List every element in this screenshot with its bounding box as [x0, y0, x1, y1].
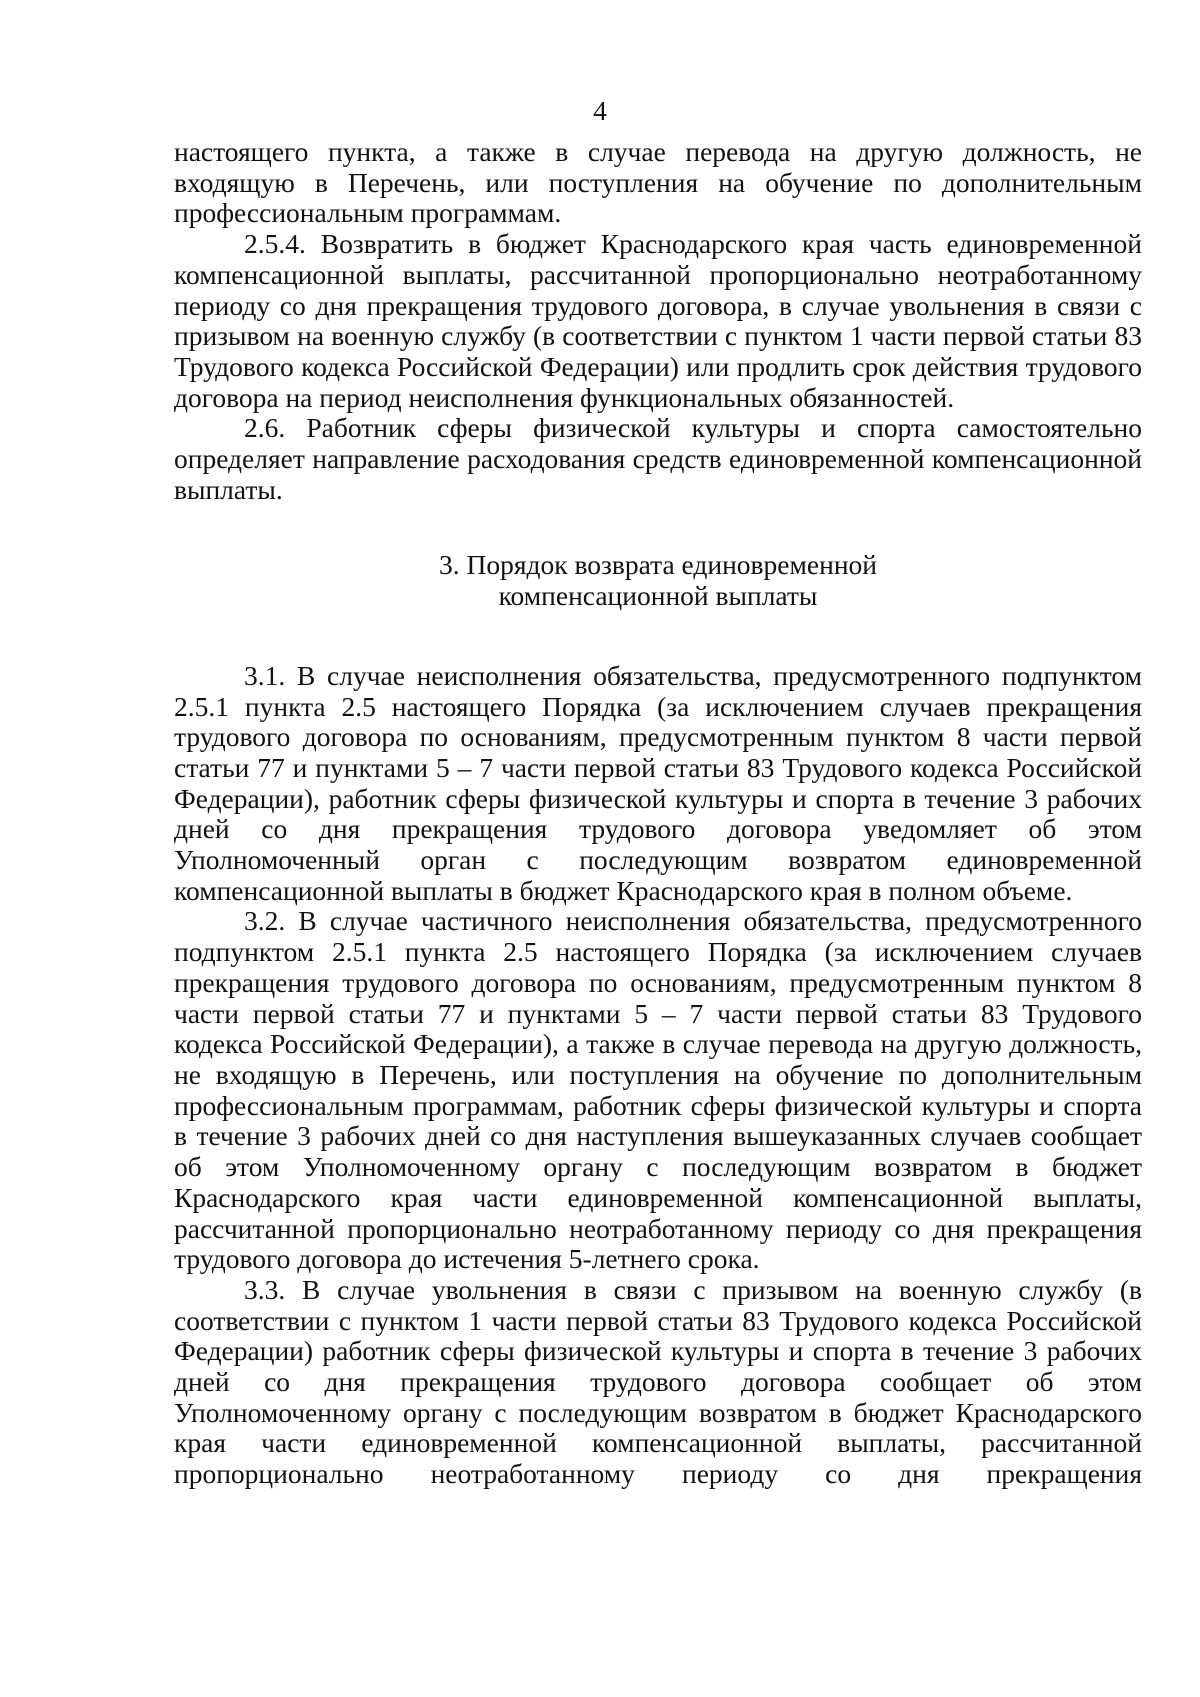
paragraph: 2.5.4. Возвратить в бюджет Краснодарского края часть единовременной компенсационной выплаты, рассчитанной пропорционально неотработанному периоду со дня прекращения трудового договора, в случае увольнения в связи с призывом на военную службу (в соответствии с пунктом 1 части первой статьи 83 Трудового кодекса Российской Федерации) или продлить срок действия трудового договора на период неисполнения функциональных обязанностей.: [174, 228, 1142, 413]
paragraph: 3.2. В случае частичного неисполнения обязательства, предусмотренного подпунктом 2.5.1 пункта 2.5 настоящего Порядка (за исключением случаев прекращения трудового договора по основаниям, предусмотренным пунктом 8 части первой статьи 77 и пунктами 5 – 7 части первой статьи 83 Трудового кодекса Российской Федерации), а также в случае перевода на другую должность, не входящую в Перечень, или поступления на обучение по дополнительным профессиональным программам, работник сферы физической культуры и спорта в течение 3 рабочих дней со дня наступления вышеуказанных случаев сообщает об этом Уполномоченному органу с последующим возвратом в бюджет Краснодарского края части единовременной компенсационной выплаты, рассчитанной пропорционально неотработанному периоду со дня прекращения трудового договора до истечения 5-летнего срока.: [174, 905, 1142, 1275]
paragraph: 2.6. Работник сферы физической культуры и спорта самостоятельно определяет направление расходования средств единовременной компенсационной выплаты.: [174, 412, 1142, 505]
paragraph: настоящего пункта, а также в случае перевода на другую должность, не входящую в Перечень, или поступления на обучение по дополнительным профессиональным программам.: [174, 136, 1142, 229]
paragraph: 3.1. В случае неисполнения обязательства, предусмотренного подпунктом 2.5.1 пункта 2.5 настоящего Порядка (за исключением случаев прекращения трудового договора по основаниям, предусмотренным пунктом 8 части первой статьи 77 и пунктами 5 – 7 части первой статьи 83 Трудового кодекса Российской Федерации), работник сферы физической культуры и спорта в течение 3 рабочих дней со дня прекращения трудового договора уведомляет об этом Уполномоченный орган с последующим возвратом единовременной компенсационной выплаты в бюджет Краснодарского края в полном объеме.: [174, 659, 1142, 906]
paragraphs-before-section: [174, 137, 1142, 505]
paragraph: 3.3. В случае увольнения в связи с призывом на военную службу (в соответствии с пунктом 1 части первой статьи 83 Трудового кодекса Российской Федерации) работник сферы физической культуры и спорта в течение 3 рабочих дней со дня прекращения трудового договора сообщает об этом Уполномоченному органу с последующим возвратом в бюджет Краснодарского края части единовременной компенсационной выплаты, рассчитанной пропорционально неотработанному периоду со дня прекращения: [174, 1273, 1142, 1490]
paragraphs-after-section: [174, 661, 1142, 1490]
page-number: 4: [593, 95, 607, 126]
section-title: [174, 550, 1142, 611]
section-title-line-1: 3. Порядок возврата единовременной: [438, 549, 878, 581]
section-title-line-2: компенсационной выплаты: [498, 580, 818, 612]
document-body: [174, 137, 1142, 1490]
